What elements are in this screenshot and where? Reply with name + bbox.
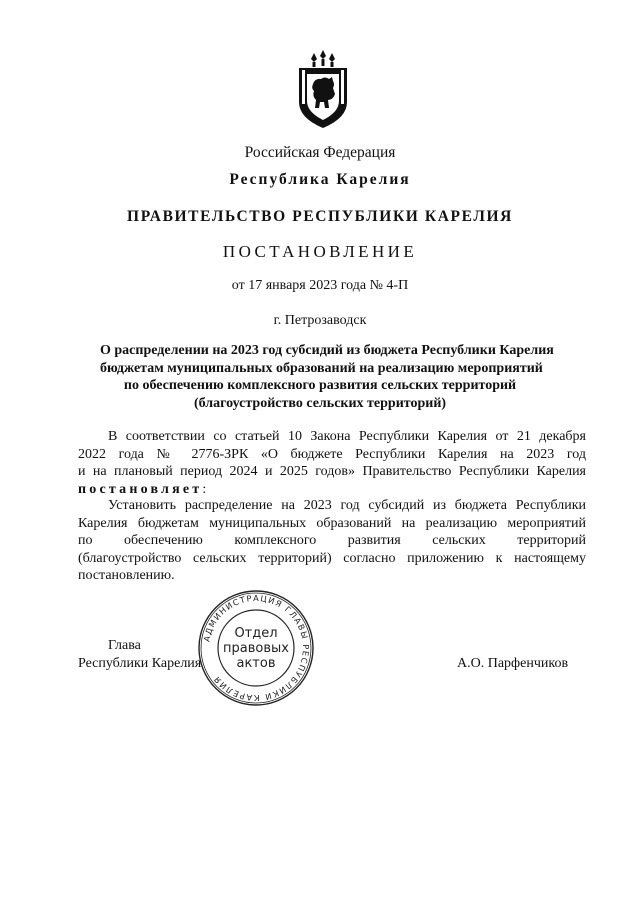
signatory-title: Глава (108, 638, 141, 653)
signatory-name: А.О. Парфенчиков (457, 656, 569, 671)
subject-line: бюджетам муниципальных образований на реализацию мероприятий (100, 360, 543, 376)
paragraph-line: 2022 года № 2776-ЗРК «О бюджете Республики Карелия на 2023 год (78, 446, 586, 462)
subject-line: (благоустройство сельских территорий) (193, 395, 447, 411)
decree-line (78, 481, 586, 499)
document-type: ПОСТАНОВЛЕНИЕ (222, 242, 418, 261)
country-name: Российская Федерация (244, 144, 396, 161)
government-name: ПРАВИТЕЛЬСТВО РЕСПУБЛИКИ КАРЕЛИЯ (127, 208, 513, 225)
stamp-center-line: правовых (223, 641, 289, 656)
stamp-center-line: актов (236, 656, 276, 671)
coat-of-arms-emblem (295, 50, 351, 130)
decree-colon: : (202, 481, 207, 497)
paragraph-line: постановлению. (78, 568, 175, 583)
signatory-organization: Республики Карелия (78, 656, 202, 671)
decision-paragraph (78, 497, 586, 585)
document-date-number: от 17 января 2023 года № 4-П (231, 278, 409, 293)
paragraph-line: Установить распределение на 2023 год субсидий из бюджета Республики (108, 498, 586, 513)
paragraph-line: (благоустройство сельских территорий) согласно приложению к настоящему (78, 550, 586, 566)
preamble-paragraph (78, 428, 586, 498)
paragraph-line: и на плановый период 2024 и 2025 годов» Правительство Республики Карелия (78, 464, 586, 479)
subject-line: по обеспечению комплексного развития сельских территорий (123, 378, 517, 393)
paragraph-line: по обеспечению комплексного развития сельских территорий (78, 533, 586, 548)
paragraph-line: Карелия бюджетам муниципальных образований на реализацию мероприятий (78, 515, 586, 531)
republic-name: Республика Карелия (229, 171, 411, 188)
stamp-center-line: Отдел (234, 626, 278, 641)
document-city: г. Петрозаводск (273, 313, 367, 328)
document-subject (100, 342, 554, 412)
subject-line: О распределении на 2023 год субсидий из бюджета Республики Карелия (100, 343, 554, 358)
paragraph-line: В соответствии со статьей 10 Закона Республики Карелия от 21 декабря (108, 429, 586, 444)
decree-word: постановляет (78, 481, 203, 497)
stamp-seal (196, 588, 316, 708)
stamp-ring-text: АДМИНИСТРАЦИЯ ГЛАВЫ РЕСПУБЛИКИ КАРЕЛИЯ (201, 592, 312, 704)
